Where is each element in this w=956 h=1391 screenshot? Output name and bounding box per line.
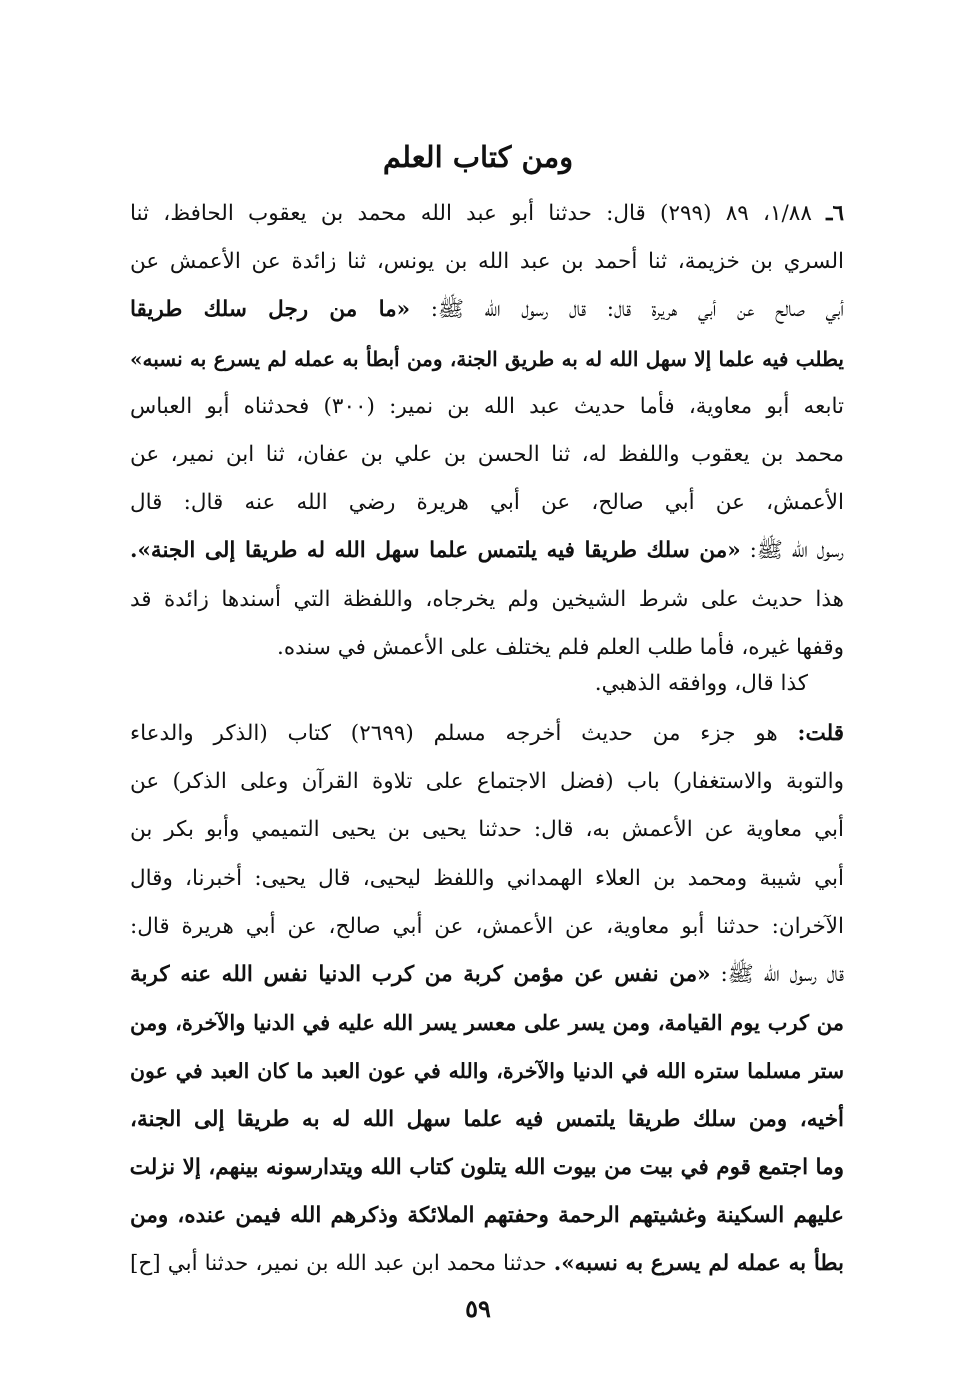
text-line: كذا قال، ووافقه الذهبي. <box>594 671 808 696</box>
hadith-quote-line: من كرب يوم القيامة، ومن يسر على معسر يسر الله عليه في الدنيا والآخرة، ومن <box>130 1010 844 1036</box>
text-span: رسول الله ﷺ: <box>749 538 844 564</box>
section-heading: ومن كتاب العلم <box>382 140 574 174</box>
text-line <box>130 527 844 575</box>
text-line: السري بن خزيمة، ثنا أحمد بن عبد الله بن يونس، ثنا زائدة عن الأعمش عن <box>130 249 844 275</box>
hadith-quote-line: ستر مسلما ستره الله في الدنيا والآخرة، والله في عون العبد ما كان العبد في عون <box>130 1059 844 1084</box>
hadith-quote: «ما من رجل سلك طريقا <box>130 297 411 323</box>
text-line <box>130 190 844 238</box>
text-line <box>130 1240 844 1288</box>
text-line: الأعمش، عن أبي صالح، عن أبي هريرة رضي الله عنه قال: قال <box>130 490 844 516</box>
text-line <box>130 286 844 334</box>
commentary-label: قلت: <box>797 721 844 746</box>
hadith-number: ٦ـ <box>826 201 844 226</box>
hadith-quote: «من نفس عن مؤمن كربة من كرب الدنيا نفس الله عنه كربة <box>130 962 711 988</box>
text-line: أبي معاوية عن الأعمش به، قال: حدثنا يحيى بن يحيى التميمي وأبو بكر بن <box>130 817 844 843</box>
text-line: أبي شيبة ومحمد بن العلاء الهمداني واللفظ ليحيى، قال يحيى: أخبرنا، وقال <box>130 865 844 891</box>
text-line: الآخران: حدثنا أبو معاوية، عن الأعمش، عن أبي صالح، عن أبي هريرة قال: <box>130 913 844 939</box>
hadith-quote-line: وما اجتمع قوم في بيت من بيوت الله يتلون كتاب الله ويتدارسونه بينهم، إلا نزلت <box>130 1154 844 1180</box>
commentary-paragraph <box>130 710 844 1288</box>
text-line: تابعه أبو معاوية، فأما حديث عبد الله بن نمير: (٣٠٠) فحدثناه أبو العباس <box>130 393 844 419</box>
hadith-quote-line: يطلب فيه علما إلا سهل الله له به طريق الجنة، ومن أبطأ به عمله لم يسرع به نسبه» <box>130 346 844 371</box>
text-span: أبي صالح عن أبي هريرة قال: قال رسول الله ﷺ: <box>430 297 844 323</box>
text-span: ١/٨٨، ٨٩ (٢٩٩) قال: حدثنا أبو عبد الله محمد بن يعقوب الحافظ، ثنا <box>130 201 812 226</box>
hadith-quote-line: عليهم السكينة وغشيتهم الرحمة وحفتهم الملائكة وذكرهم الله فيمن عنده، ومن <box>130 1203 844 1229</box>
text-span: هو جزء من حديث أخرجه مسلم (٢٦٩٩) كتاب (الذكر والدعاء <box>130 721 778 746</box>
text-line: والتوبة والاستغفار) باب (فضل الاجتماع على تلاوة القرآن وعلى الذكر) عن <box>130 769 844 795</box>
hadith-quote: «من سلك طريقا فيه يلتمس علما سهل الله له طريقا إلى الجنة». <box>130 538 741 564</box>
text-line: هذا حديث على شرط الشيخين ولم يخرجاه، واللفظة التي أسندها زائدة قد <box>130 586 844 612</box>
hadith-paragraph <box>130 190 844 672</box>
text-span: قال رسول الله ﷺ: <box>720 962 844 988</box>
dhahabi-note <box>130 660 844 708</box>
text-line: وقفها غيره، فأما طلب العلم فلم يختلف على الأعمش في سنده. <box>277 634 844 660</box>
text-line: محمد بن يعقوب واللفظ له، ثنا الحسن بن علي بن عفان، ثنا ابن نمير، عن <box>130 442 844 468</box>
page-number: ٥٩ <box>465 1294 491 1323</box>
hadith-quote-line: أخيه، ومن سلك طريقا يلتمس فيه علما سهل الله له به طريقا إلى الجنة، <box>130 1106 844 1132</box>
hadith-quote: بطأ به عمله لم يسرع به نسبه». <box>553 1251 844 1277</box>
text-line <box>130 710 844 758</box>
text-span: حدثنا محمد ابن عبد الله بن نمير، حدثنا أبي [ح] <box>130 1251 547 1277</box>
text-line <box>130 951 844 999</box>
